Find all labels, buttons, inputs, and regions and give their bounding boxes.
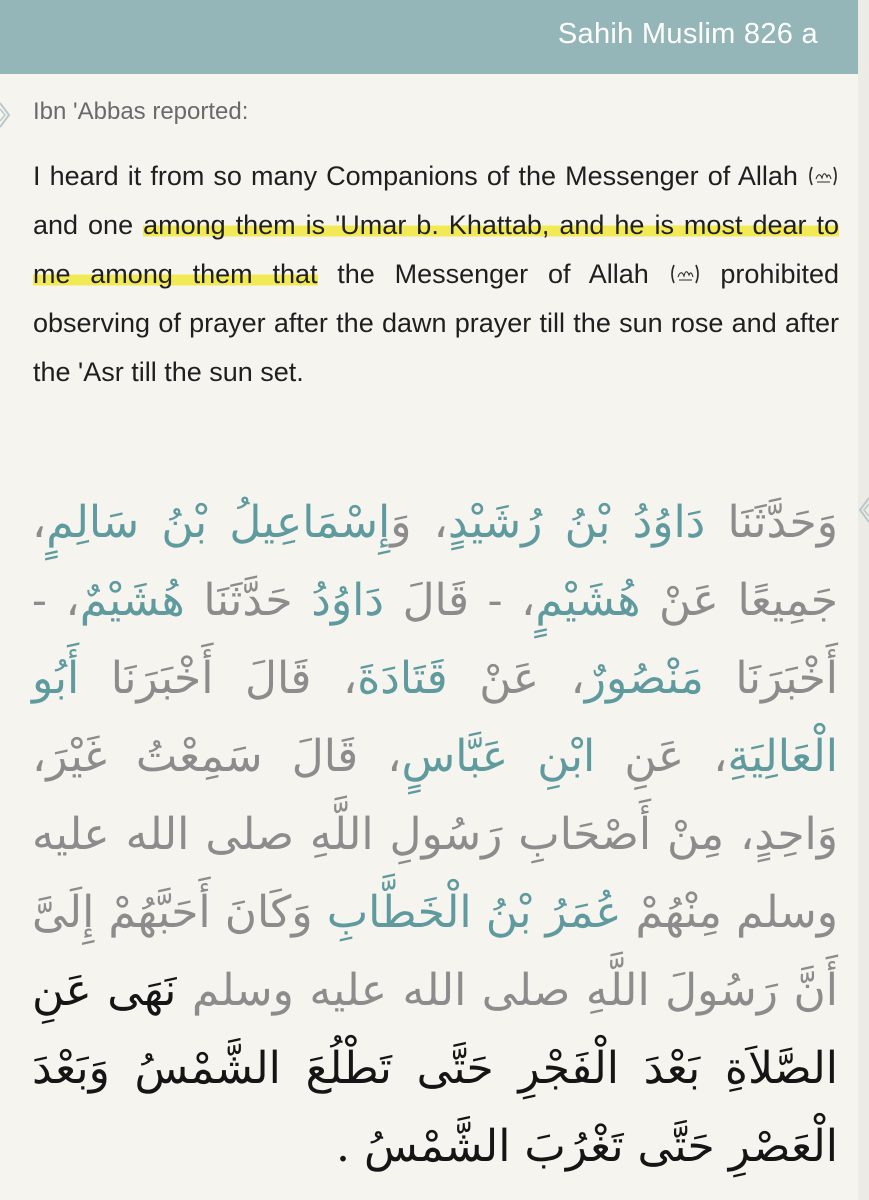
narrator-name-link[interactable]: هُشَيْمٍ	[535, 575, 641, 626]
narrator-name-link[interactable]: دَاوُدُ	[311, 575, 384, 626]
english-text-segment: the Messenger of Allah	[317, 259, 669, 289]
narrator-name-link[interactable]: عُمَرُ بْنُ الْخَطَّابِ	[326, 887, 622, 938]
narrator-name-link[interactable]: ابْنِ عَبَّاسٍ	[401, 731, 596, 782]
arabic-isnad-text: ، عَنْ	[447, 653, 585, 704]
arabic-isnad-text: ، وَ	[390, 497, 448, 548]
highlighted-text: among them is 'Umar b. Khattab, and he is most dear to me among them that	[33, 210, 839, 289]
salutation-icon	[807, 165, 839, 187]
english-translation[interactable]	[33, 152, 839, 397]
narrator-name-link[interactable]: هُشَيْمٌ	[79, 575, 185, 626]
arabic-isnad-text: ، - قَالَ	[383, 575, 536, 626]
english-text-segment: prohibited observing of prayer after the dawn prayer till the sun rose and after the 'Asr till the sun set.	[33, 259, 839, 387]
scrollbar[interactable]	[858, 0, 869, 1200]
arabic-end-mark: .	[336, 1121, 364, 1172]
hadith-reference-title: Sahih Muslim 826 a	[557, 18, 818, 50]
narrator-name-link[interactable]: أَبُو الْعَالِيَةِ	[32, 653, 838, 782]
arabic-isnad-text: وَكَانَ أَحَبَّهُمْ إِلَىَّ أَنَّ رَسُولَ اللَّهِ صلى الله عليه وسلم	[32, 887, 838, 1016]
narrator-name-link[interactable]: مَنْصُورٌ	[584, 653, 704, 704]
arabic-isnad-text: ، - أَخْبَرَنَا	[32, 575, 838, 704]
arabic-isnad-text: وَحَدَّثَنَا	[705, 497, 838, 548]
narrator-name-link[interactable]: إِسْمَاعِيلُ بْنُ سَالِمٍ	[46, 497, 391, 548]
narrator-name-link[interactable]: قَتَادَةَ	[357, 653, 448, 704]
arabic-text[interactable]	[32, 484, 838, 1186]
arabic-isnad-text: ، قَالَ أَخْبَرَنَا	[79, 653, 358, 704]
arabic-isnad-text: ، جَمِيعًا عَنْ	[32, 497, 838, 626]
arabic-matn-text: نَهَى عَنِ الصَّلاَةِ بَعْدَ الْفَجْرِ حَتَّى تَطْلُعَ الشَّمْسُ وَبَعْدَ الْعَصْرِ حَتَّى تَغْرُبَ الشَّمْسُ	[32, 965, 838, 1172]
arabic-isnad-text: ، قَالَ سَمِعْتُ غَيْرَ، وَاحِدٍ، مِنْ أَصْحَابِ رَسُولِ اللَّهِ صلى الله عليه وسلم مِنْهُمْ	[32, 731, 838, 938]
title-bar	[0, 0, 869, 74]
english-text-segment: I heard it from so many Companions of the Messenger of Allah	[33, 161, 807, 191]
english-text-segment: and one	[33, 210, 144, 240]
narrator-name-link[interactable]: دَاوُدُ بْنُ رُشَيْدٍ	[447, 497, 706, 548]
narrator-line: Ibn 'Abbas reported:	[33, 98, 249, 125]
hadith-content	[0, 74, 858, 1200]
arabic-isnad-text: حَدَّثَنَا	[184, 575, 312, 626]
salutation-icon	[669, 263, 701, 285]
arabic-isnad-text: ، عَنِ	[595, 731, 728, 782]
